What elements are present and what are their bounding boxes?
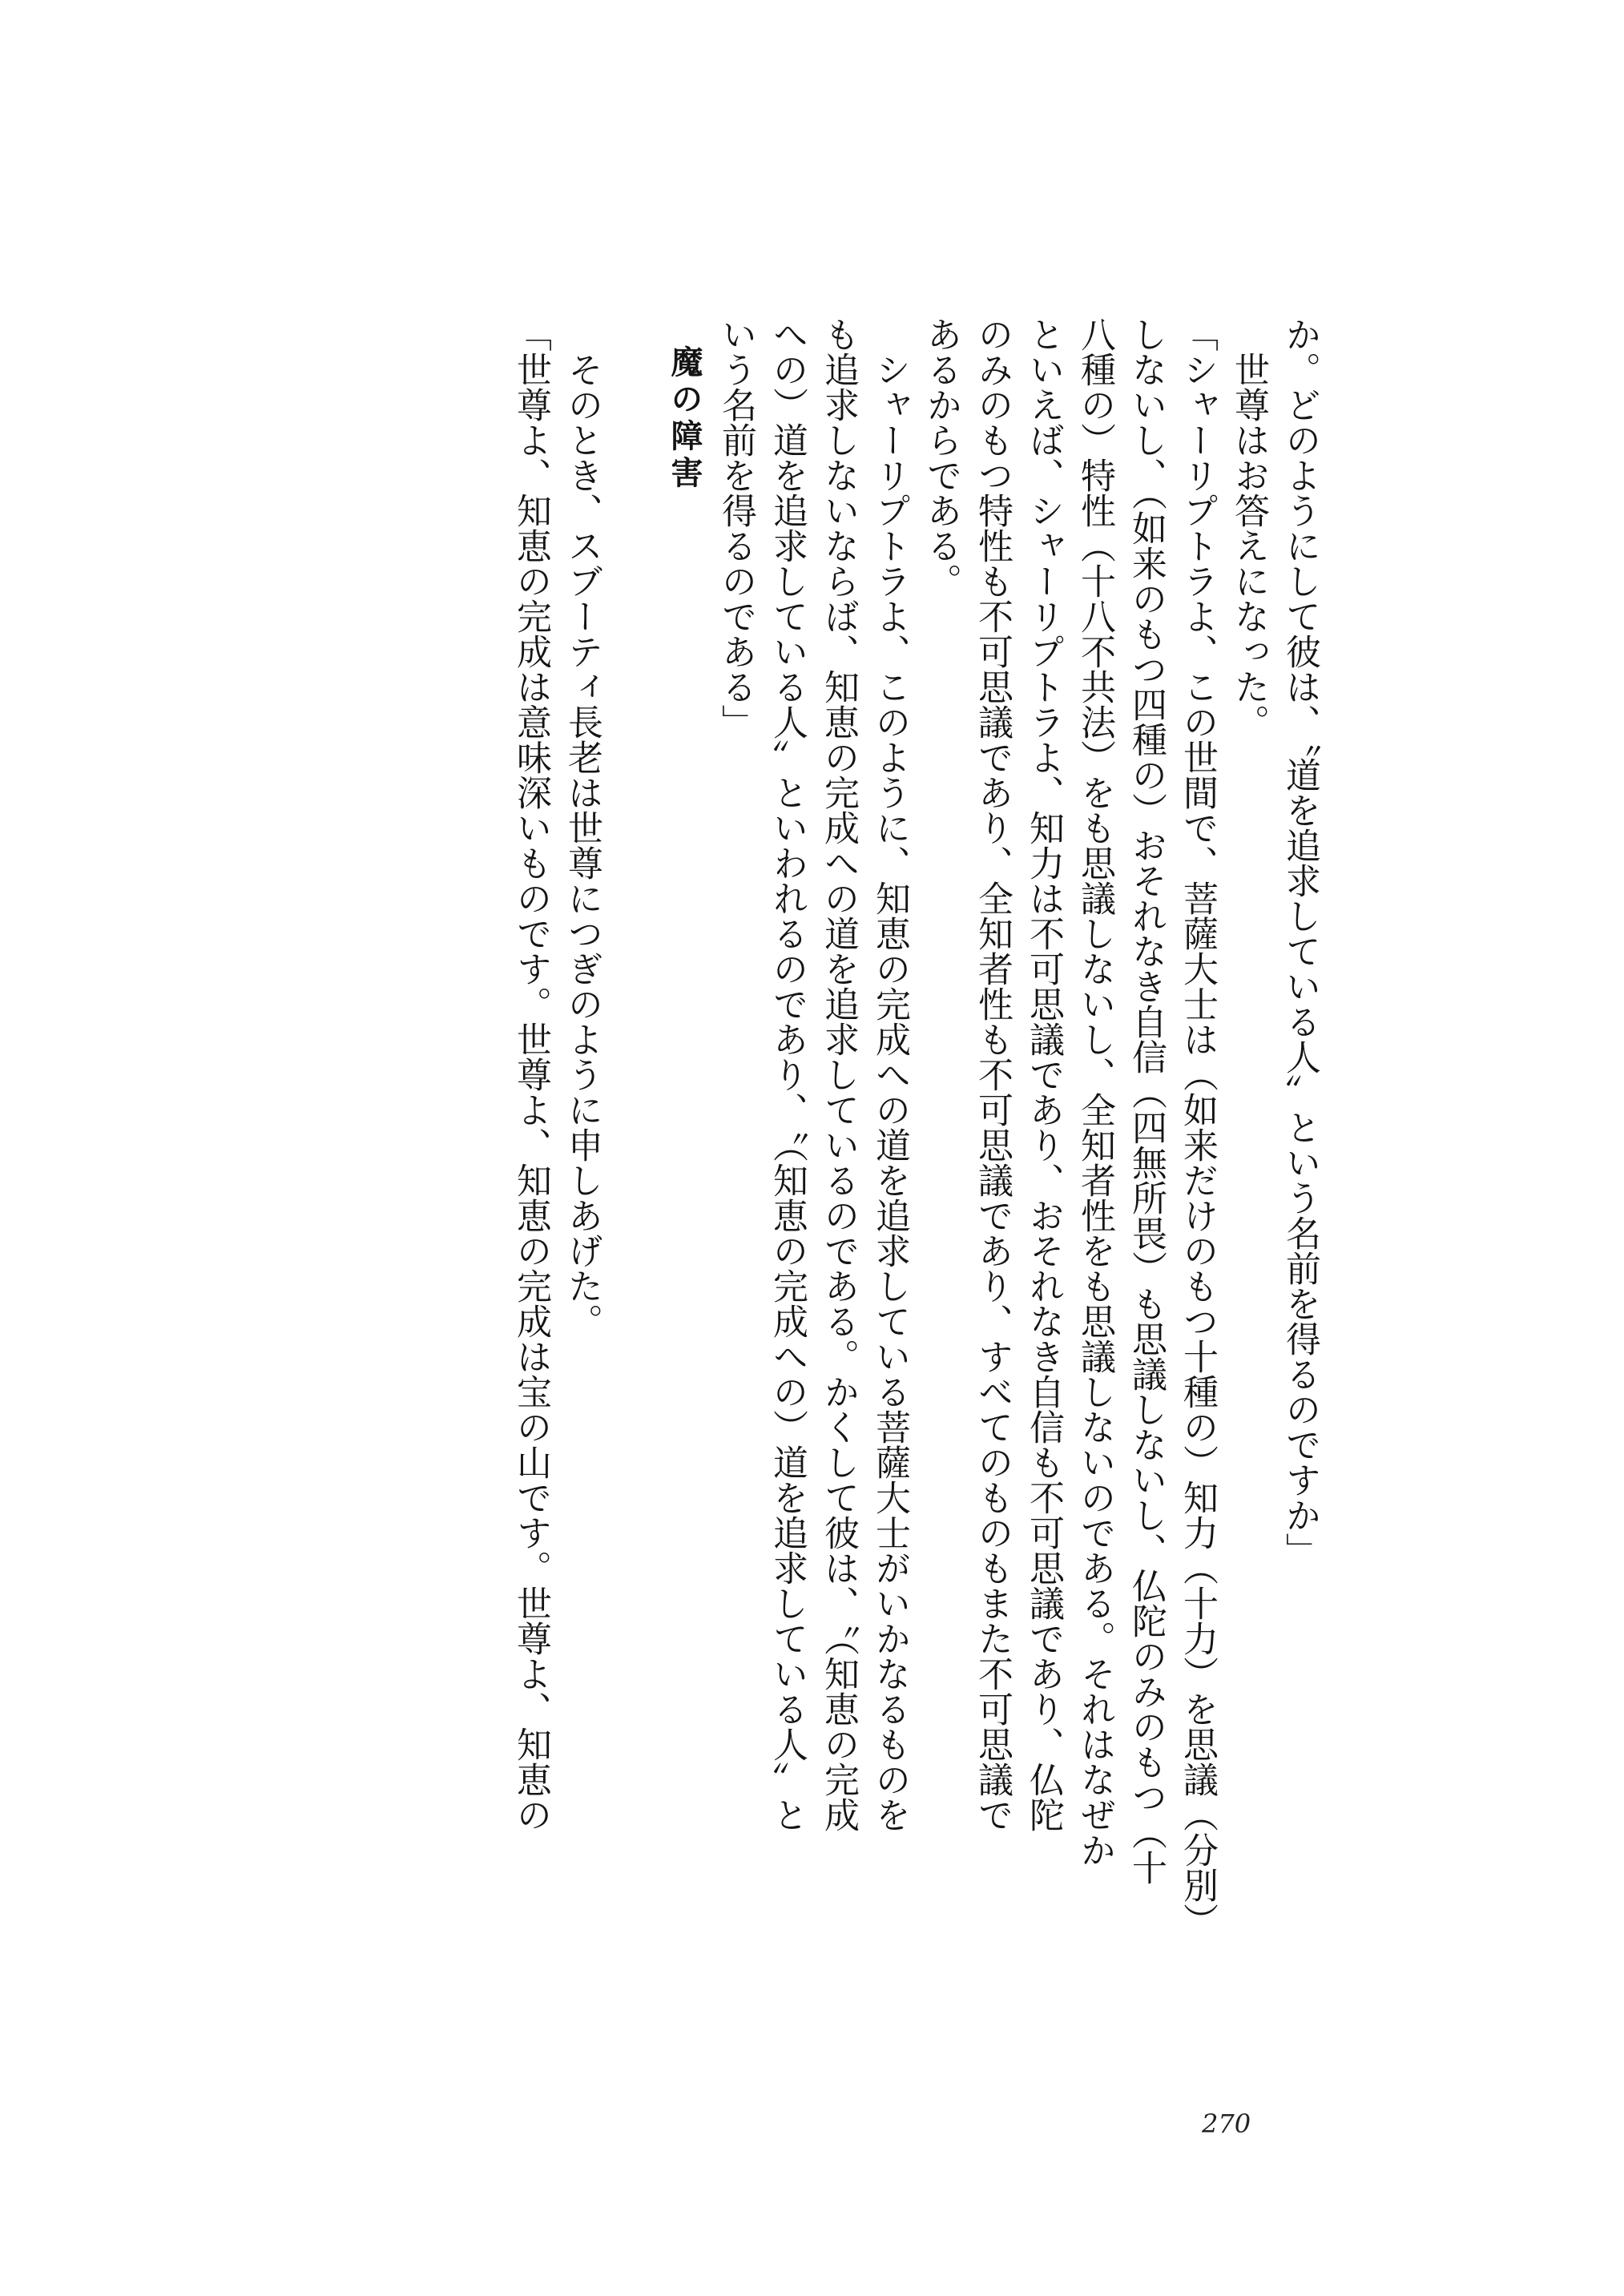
text-line: シャーリプトラよ、このように、知恵の完成への道を追求している菩薩大士がいかなるものを: [869, 316, 910, 1832]
vertical-text-block: [505, 316, 1325, 2119]
text-line: しないし、（如来のもつ四種の）おそれなき自信（四無所畏）も思議しないし、仏陀のみのもつ（十: [1126, 316, 1167, 1885]
text-line: 八種の）特性（十八不共法）をも思議しないし、全知者性をも思議しないのである。それはなぜか: [1074, 316, 1115, 1867]
page-number: 270: [1202, 2109, 1251, 2139]
text-line: への）道を追求している人〟といわれるのであり、〝（知恵の完成への）道を追求している人〟と: [767, 316, 808, 1832]
text-line: のみのもつ特性も不可思議であり、全知者性も不可思議であり、すべてのものもまた不可思議で: [972, 316, 1013, 1832]
text-line: あるからである。: [921, 316, 961, 598]
text-line: か。どのようにして彼は、〝道を追求している人〟という名前を得るのですか」: [1279, 316, 1320, 1568]
text-line: 「世尊よ、知恵の完成は意味深いものです。世尊よ、知恵の完成は宝の山です。世尊よ、知恵の: [510, 316, 551, 1832]
section-heading: 魔の障害: [666, 345, 703, 493]
text-line: といえば、シャーリプトラよ、知力は不可思議であり、おそれなき自信も不可思議であり、仏陀: [1023, 316, 1064, 1832]
text-line: 「シャーリプトラよ、この世間で、菩薩大士は（如来だけのもつ十種の）知力（十力）を思議（分別）: [1177, 316, 1218, 1938]
text-line: いう名前を得るのである」: [715, 316, 756, 739]
text-line: そのとき、スブーティ長老は世尊につぎのように申しあげた。: [562, 316, 602, 1339]
text-line: 世尊はお答えになった。: [1228, 316, 1269, 739]
text-line: も追求しないならば、知恵の完成への道を追求しているのである。かくして彼は、〝（知恵の完成: [818, 316, 859, 1832]
